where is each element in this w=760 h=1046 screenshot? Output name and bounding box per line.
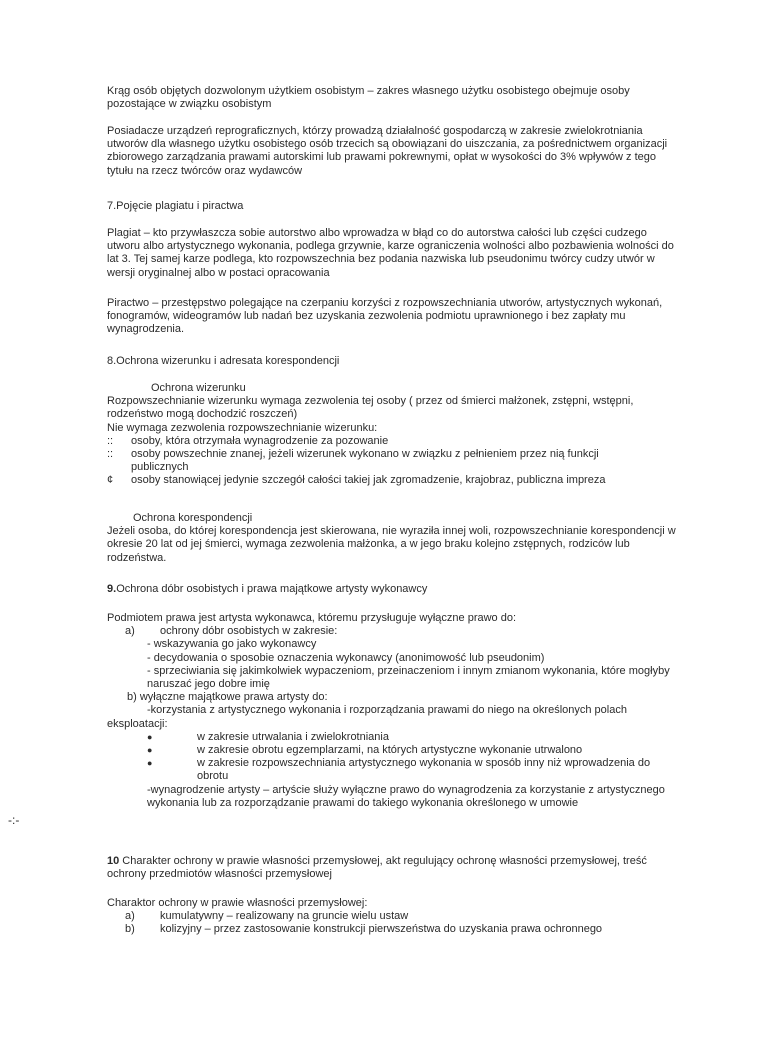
heading-10: 10 Charakter ochrony w prawie własności przemysłowej, akt regulujący ochronę własności przemysłowej, treść ochrony przedmiotów własności przemysłowej — [107, 855, 647, 881]
bullet-icon: ● — [147, 758, 153, 769]
list-item: - sprzeciwiania się jakimkolwiek wypaczeniom, przeinaczeniom i innym zmianom wykonania, które mogłyby naruszać jego dobre imię — [147, 664, 670, 691]
bullet-icon: ● — [147, 745, 153, 756]
paragraph-wynagrodzenie: -wynagrodzenie artysty – artyście służy wyłączne prawo do wynagrodzenia za korzystanie z artystycznego wykonania lub za rozporządzanie prawami do takiego wykonania określonego w umowie — [147, 783, 665, 809]
bullet-icon: ● — [147, 731, 153, 742]
list-item: - wskazywania go jako wykonawcy — [147, 638, 317, 651]
paragraph-plagiat: Plagiat – kto przywłaszcza sobie autorstwo albo wprowadza w błąd co do autorstwa całości lub części cudzego utworu albo artystycznego wykonania, podlega grzywnie, karze ograniczenia wolności albo pozbawienia wolności do lat 3. Tej samej karze podlega, kto rozpowszechnia bez podania nazwiska lub pseudonimu twórcy cudzy utwór w wersji oryginalnej albo w postaci opracowania — [107, 227, 674, 279]
bullet-icon: ¢ — [107, 474, 114, 487]
bullet-icon: :: — [107, 448, 114, 461]
bullet-icon: :: — [107, 434, 114, 447]
paragraph-exceptions-intro: Nie wymaga zezwolenia rozpowszechnianie wizerunku: — [107, 421, 378, 434]
list-item: ● w zakresie obrotu egzemplarzami, na których artystyczne wykonanie utrwalono — [107, 744, 677, 757]
list-item-a: a) ochrony dóbr osobistych w zakresie: — [125, 625, 338, 638]
list-item: ● w zakresie rozpowszechniania artystycznego wykonania w sposób inny niż wprowadzenia do obrotu — [107, 757, 677, 783]
paragraph-personal-use: Krąg osób objętych dozwolonym użytkiem osobistym – zakres własnego użytku osobistego obejmuje osoby pozostające w związku osobistym — [107, 85, 630, 111]
list-item: ● w zakresie utrwalania i zwielokrotniania — [107, 731, 677, 744]
paragraph-eksploatacja: -korzystania z artystycznego wykonania i rozporządzania prawami do niego na określonych polach eksploatacji: — [107, 704, 627, 730]
paragraph-charakter: Charaktor ochrony w prawie własności przemysłowej: — [107, 897, 368, 909]
list-item: b) kolizyjny – przez zastosowanie konstrukcji pierwszeństwa do uzyskania prawa ochronnego — [125, 923, 603, 936]
section-charakter — [107, 897, 677, 937]
subheading-wizerunek: Ochrona wizerunku — [151, 382, 246, 394]
section-korespondencja — [107, 512, 677, 565]
section-wizerunek — [107, 382, 677, 488]
subheading-korespondencja: Ochrona korespondencji — [133, 512, 253, 524]
paragraph-podmiot: Podmiotem prawa jest artysta wykonawca, któremu przysługuje wyłączne prawo do: — [107, 612, 517, 624]
section-artysta — [107, 612, 677, 810]
heading-8: 8.Ochrona wizerunku i adresata korespondencji — [107, 355, 340, 367]
paragraph-wizerunek: Rozpowszechnianie wizerunku wymaga zezwolenia tej osoby ( przez od śmierci małżonek, zstępni, wstępni, rodzeństwo mogą dochodzić roszczeń) — [107, 395, 634, 421]
margin-mark: -:- — [8, 813, 20, 827]
list-item: a) kumulatywny – realizowany na gruncie wielu ustaw — [125, 910, 409, 923]
heading-7: 7.Pojęcie plagiatu i piractwa — [107, 200, 244, 212]
heading-9: 9.Ochrona dóbr osobistych i prawa majątkowe artysty wykonawcy — [107, 583, 428, 595]
paragraph-reprographic: Posiadacze urządzeń reprograficznych, którzy prowadzą działalność gospodarczą w zakresie zwielokrotniania utworów dla własnego użytku osobistego osób trzecich są obowiązani do uiszczania, za pośrednictwem organizacji zbiorowego zarządzania prawami autorskimi lub prawami pokrewnymi, opłat w wysokości do 3% wpływów z tego tytułu na rzecz twórców oraz wydawców — [107, 125, 668, 177]
list-item: - decydowania o sposobie oznaczenia wykonawcy (anonimowość lub pseudonim) — [147, 651, 545, 664]
list-item: :: osoby, która otrzymała wynagrodzenie za pozowanie — [107, 434, 389, 447]
paragraph-piractwo: Piractwo – przestępstwo polegające na czerpaniu korzyści z rozpowszechniania utworów, artystycznych wykonań, fonogramów, wideogramów lub nadań bez uzyskania zezwolenia podmiotu uprawnionego i bez zapłaty mu wynagrodzenia. — [107, 297, 663, 336]
paragraph-korespondencja: Jeżeli osoba, do której korespondencja jest skierowana, nie wyraziła innej woli, rozpowszechnianie korespondencji w okresie 20 lat od jej śmierci, wymaga zezwolenia małżonka, a w jego braku kolejno zstępnych, rodziców lub rodzeństwa. — [107, 525, 676, 564]
list-item: :: osoby powszechnie znanej, jeżeli wizerunek wykonano w związku z pełnieniem przez nią funkcji publicznych — [107, 448, 599, 474]
list-item-b: b) wyłączne majątkowe prawa artysty do: — [127, 691, 328, 704]
list-item: ¢ osoby stanowiącej jedynie szczegół całości takiej jak zgromadzenie, krajobraz, publiczna impreza — [107, 474, 606, 487]
